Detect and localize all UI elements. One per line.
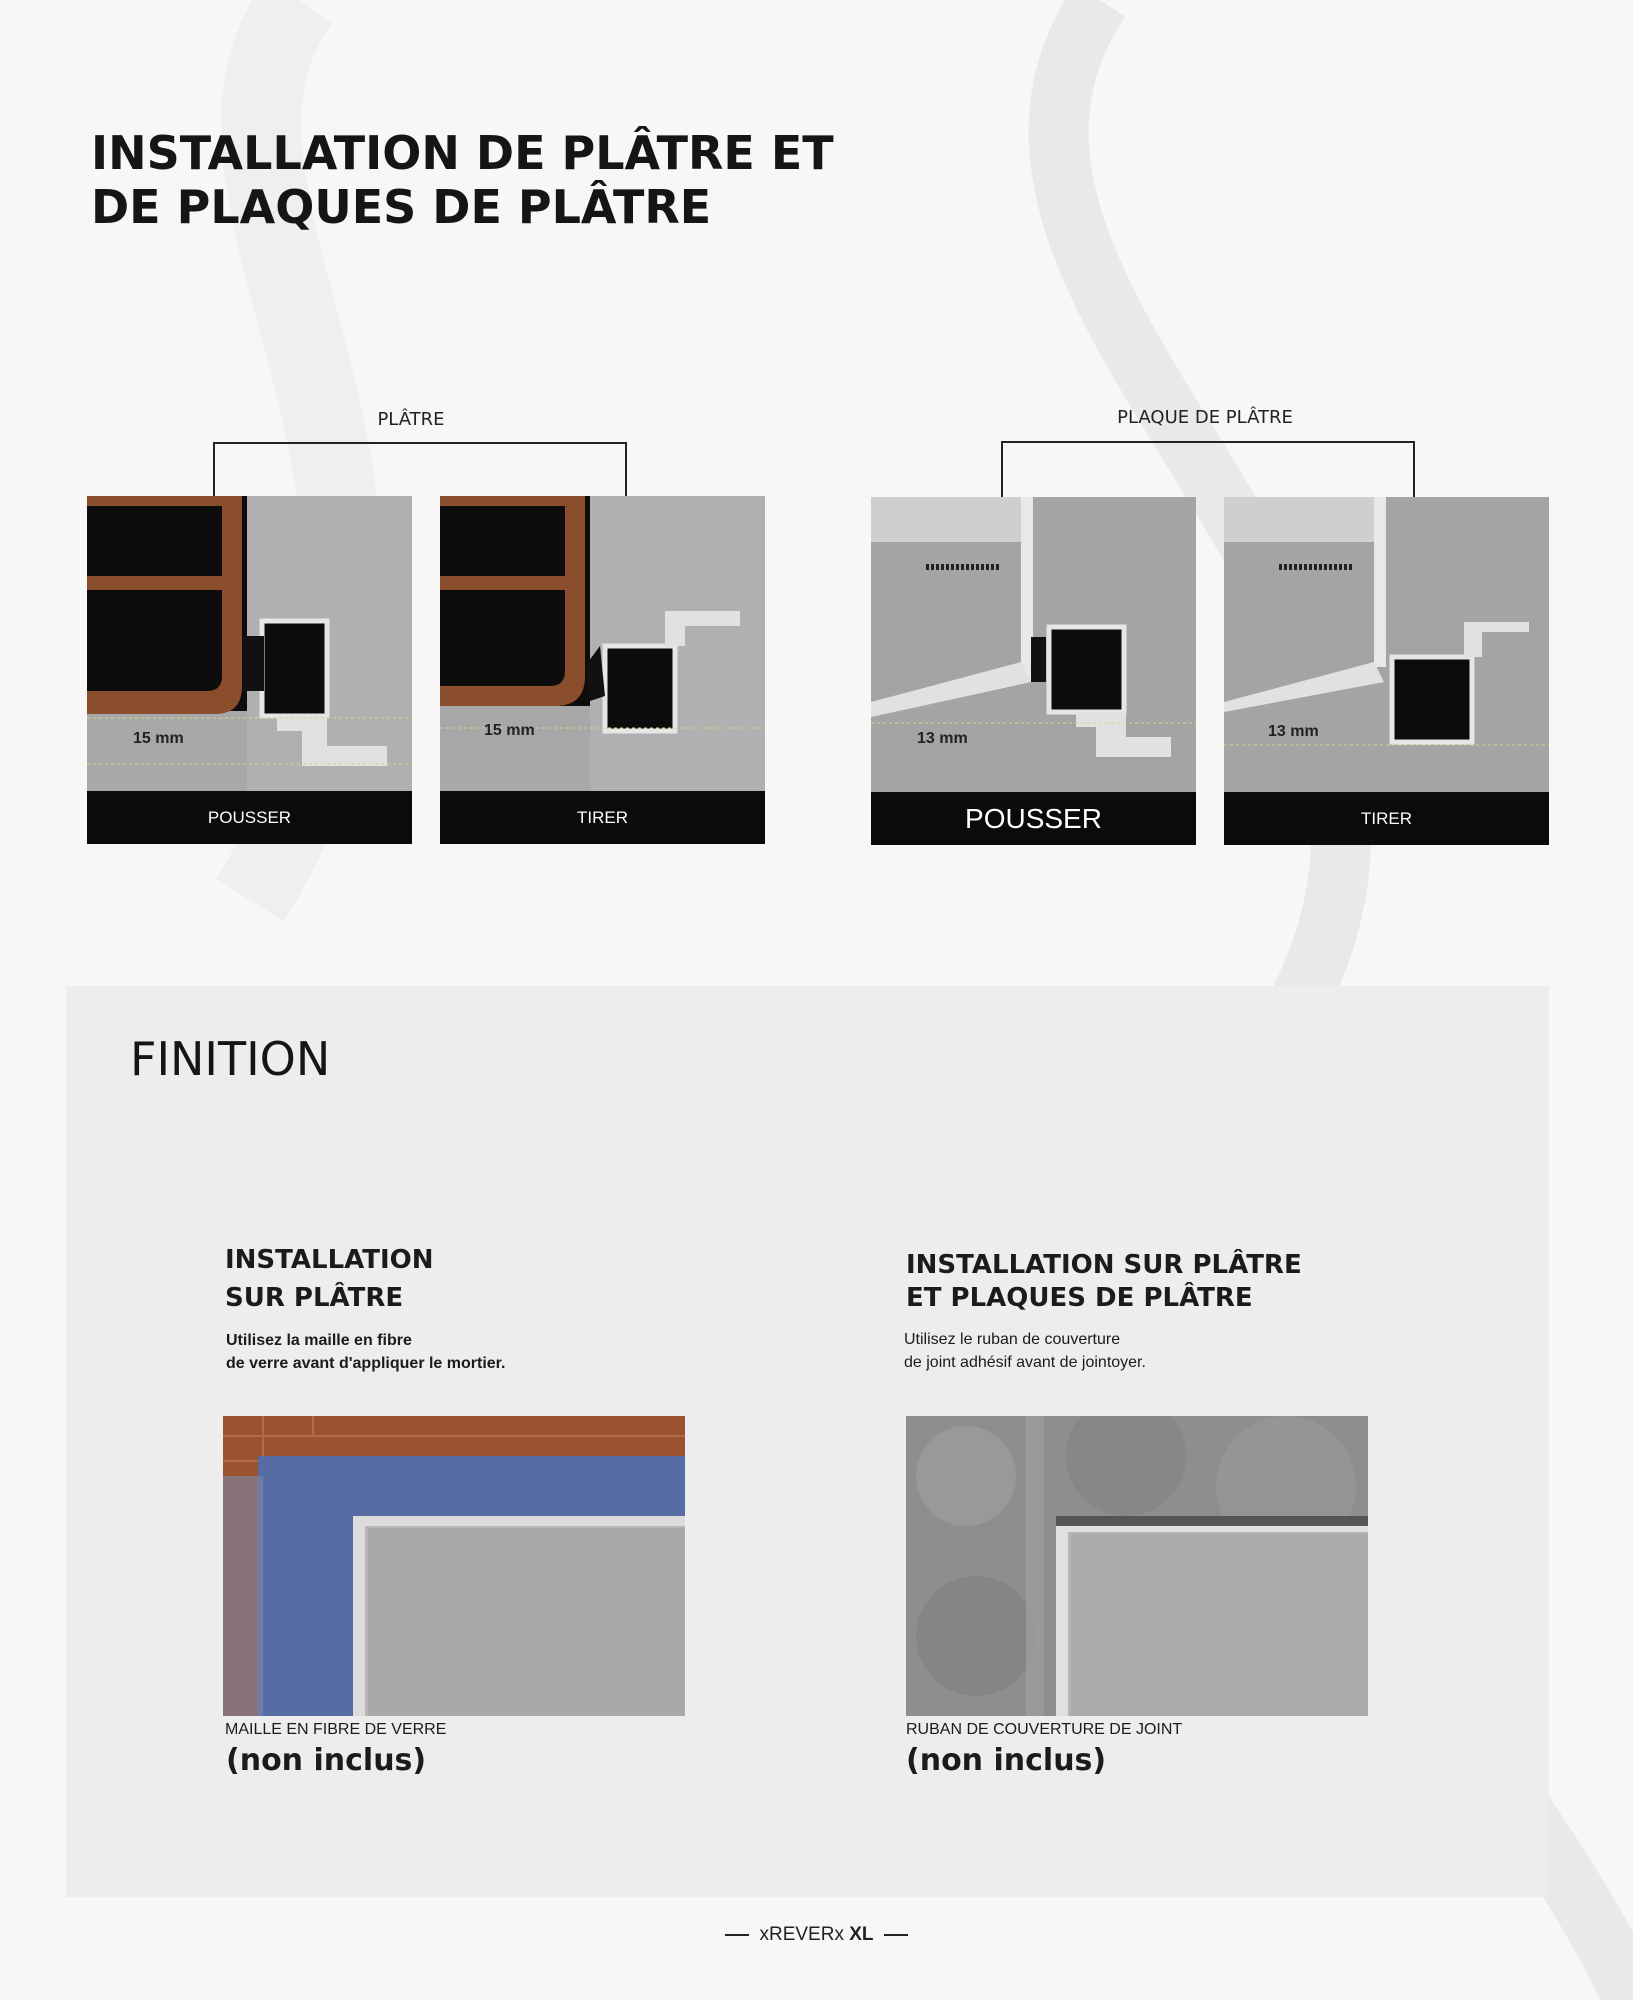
card-plaque-pousser: [871, 497, 1196, 845]
dimension-label: 13 mm: [917, 730, 968, 747]
right-description: Utilisez le ruban de couverture de joint adhésif avant de jointoyer.: [904, 1331, 1146, 1371]
profile-diagram: [1224, 497, 1549, 792]
footer-dash: [725, 1934, 749, 1936]
right-heading: INSTALLATION SUR PLÂTRE ET PLAQUES DE PLÂTRE: [906, 1250, 1302, 1313]
footer-dash: [884, 1934, 908, 1936]
card-plaque-tirer: [1224, 497, 1549, 845]
footer-brand: [0, 1924, 1633, 1946]
caption-pousser: POUSSER: [871, 792, 1196, 845]
dimension-label: 15 mm: [484, 722, 535, 739]
group-label-platre: PLÂTRE: [377, 409, 445, 430]
left-heading: INSTALLATION SUR PLÂTRE: [225, 1245, 434, 1313]
footer-brand-suffix: XL: [849, 1924, 874, 1945]
card-platre-pousser: [87, 496, 412, 844]
footer-brand-name: xREVERx: [759, 1924, 844, 1945]
caption-tirer: TIRER: [1224, 792, 1549, 845]
caption-tirer: TIRER: [440, 791, 765, 844]
caption-pousser: POUSSER: [87, 791, 412, 844]
right-not-included: (non inclus): [906, 1743, 1107, 1778]
left-description: Utilisez la maille en fibre de verre avant d'appliquer le mortier.: [226, 1332, 506, 1372]
dimension-label: 15 mm: [133, 730, 184, 747]
group-bracket-platre: [213, 442, 627, 498]
finish-title: FINITION: [130, 1032, 331, 1086]
profile-diagram: [440, 496, 765, 791]
fiberglass-mesh-photo: [223, 1416, 685, 1716]
left-photo-caption: MAILLE EN FIBRE DE VERRE: [225, 1721, 447, 1738]
card-platre-tirer: [440, 496, 765, 844]
right-photo-caption: RUBAN DE COUVERTURE DE JOINT: [906, 1721, 1183, 1738]
dimension-label: 13 mm: [1268, 723, 1319, 740]
group-bracket-plaque: [1001, 441, 1415, 497]
left-not-included: (non inclus): [226, 1743, 427, 1778]
group-label-plaque: PLAQUE DE PLÂTRE: [1117, 407, 1293, 428]
page-title: INSTALLATION DE PLÂTRE ET DE PLAQUES DE PLÂTRE: [91, 126, 834, 234]
joint-tape-photo: [906, 1416, 1368, 1716]
